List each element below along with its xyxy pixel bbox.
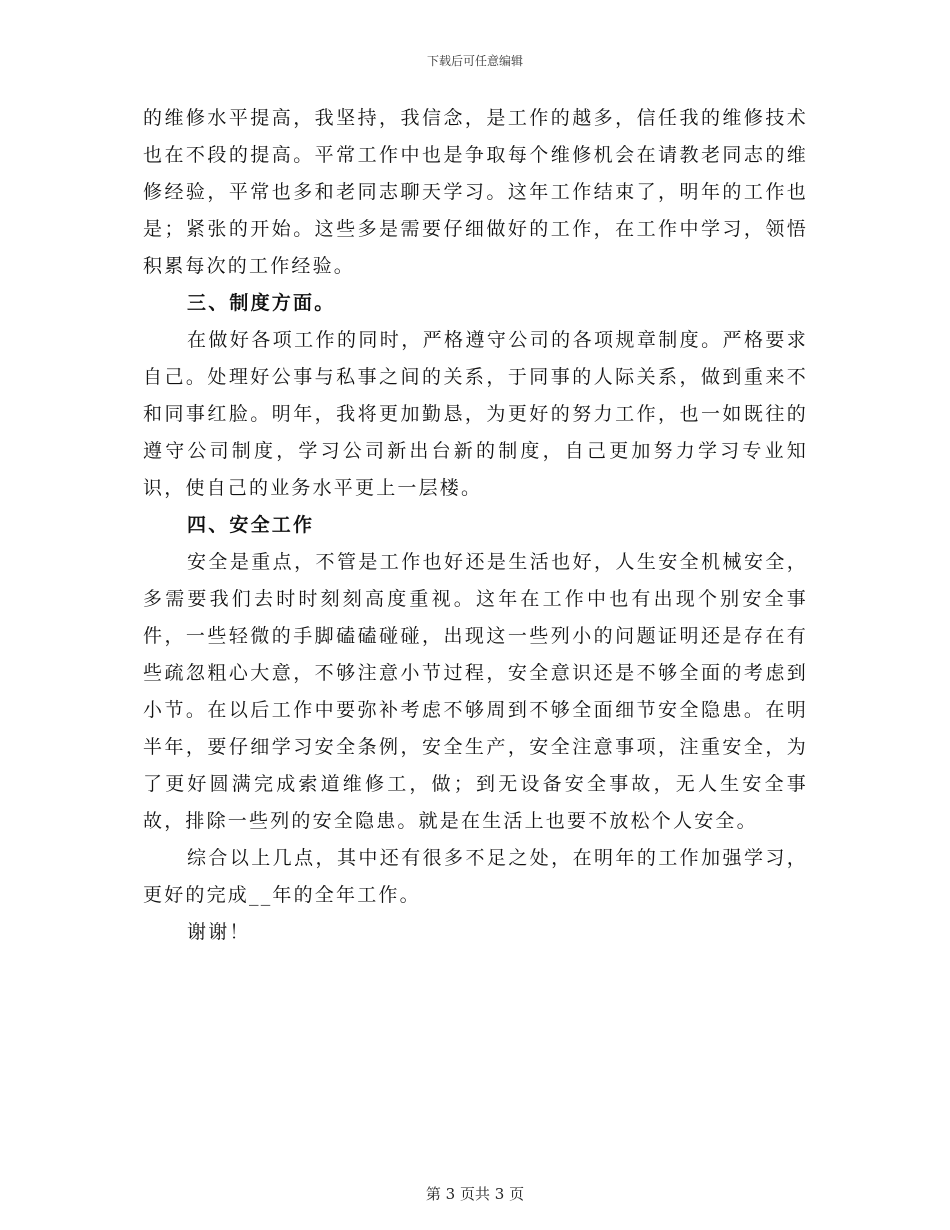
section-heading-system: 三、制度方面。 xyxy=(187,292,336,314)
page-footer: 第 3 页共 3 页 xyxy=(425,1185,525,1203)
section-heading-safety: 四、安全工作 xyxy=(187,514,315,536)
document-body xyxy=(143,100,808,951)
paragraph-system: 在做好各项工作的同时，严格遵守公司的各项规章制度。严格要求自己。处理好公事与私事之间的关系，于同事的人际关系，做到重来不和同事红脸。明年，我将更加勤恳，为更好的努力工作，也一如既往的遵守公司制度，学习公司新出台新的制度，自己更加努力学习专业知识，使自己的业务水平更上一层楼。 xyxy=(143,329,808,499)
paragraph-safety: 安全是重点，不管是工作也好还是生活也好，人生安全机械安全，多需要我们去时时刻刻高度重视。这年在工作中也有出现个别安全事件，一些轻微的手脚磕磕碰碰，出现这一些列小的问题证明还是存在有些疏忽粗心大意，不够注意小节过程，安全意识还是不够全面的考虑到小节。在以后工作中要弥补考虑不够周到不够全面细节安全隐患。在明半年，要仔细学习安全条例，安全生产，安全注意事项，注重安全，为了更好圆满完成索道维修工，做；到无设备安全事故，无人生安全事故，排除一些列的安全隐患。就是在生活上也要不放松个人安全。 xyxy=(143,551,808,832)
page-header: 下载后可任意编辑 xyxy=(426,54,523,68)
paragraph-thanks: 谢谢！ xyxy=(187,921,251,943)
paragraph-continuation: 的维修水平提高，我坚持，我信念，是工作的越多，信任我的维修技术也在不段的提高。平常工作中也是争取每个维修机会在请教老同志的维修经验，平常也多和老同志聊天学习。这年工作结束了，明年的工作也是；紧张的开始。这些多是需要仔细做好的工作，在工作中学习，领悟积累每次的工作经验。 xyxy=(143,107,808,277)
paragraph-summary: 综合以上几点，其中还有很多不足之处，在明年的工作加强学习，更好的完成__年的全年工作。 xyxy=(143,847,808,906)
